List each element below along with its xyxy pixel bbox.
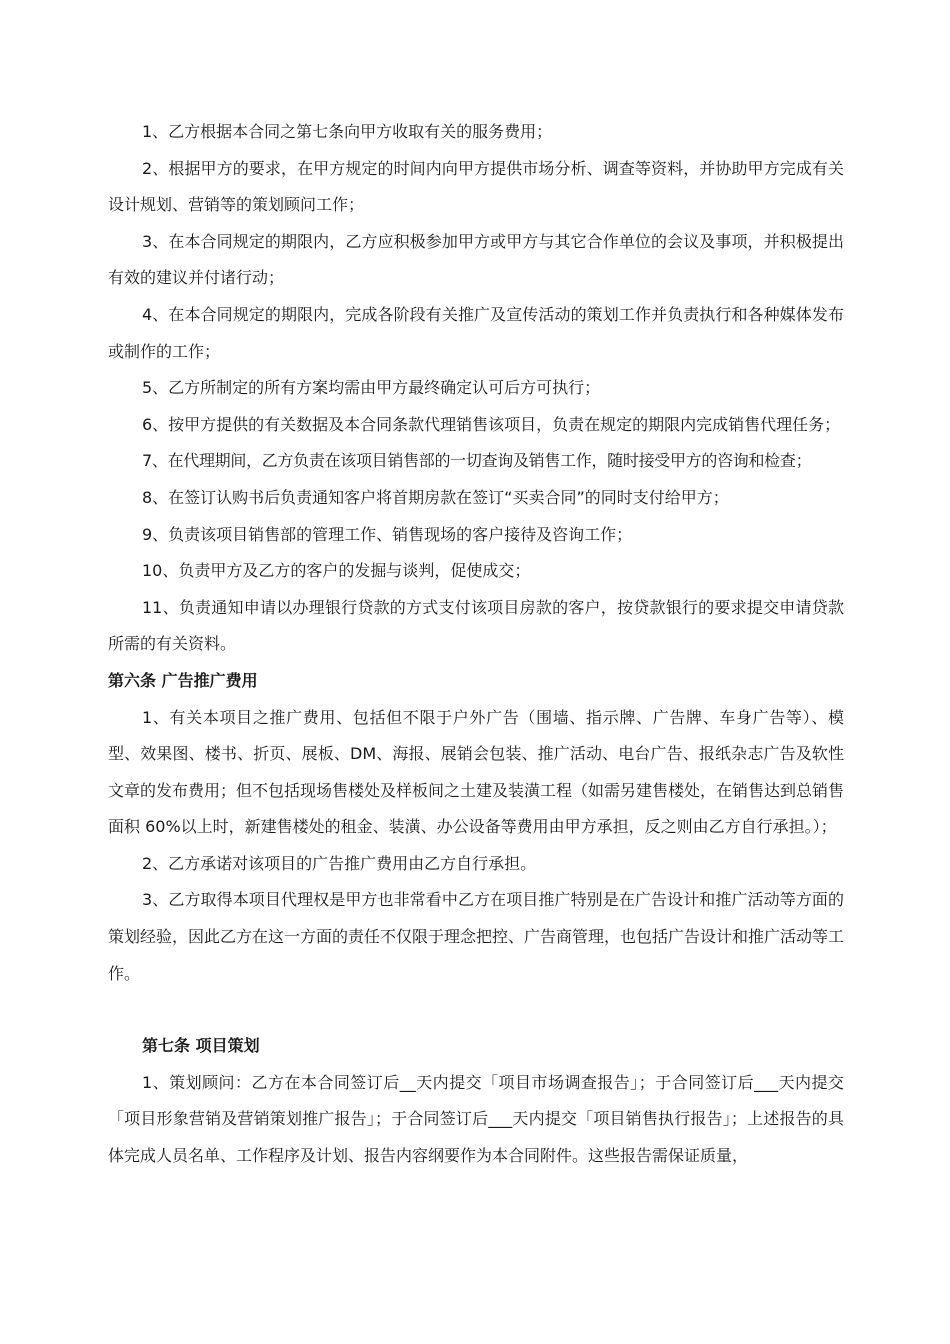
section-6-item-1: 1、有关本项目之推广费用、包括但不限于户外广告（围墙、指示牌、广告牌、车身广告等）、模型、效果图、楼书、折页、展板、DM、海报、展销会包装、推广活动、电台广告、报纸杂志广告及软性文章的发布费用；但不包括现场售楼处及样板间之土建及装潢工程（如需另建售楼处，在销售达到总销售面积 60%以上时，新建售楼处的租金、装潢、办公设备等费用由甲方承担，反之则由乙方自行承担。）；: [108, 707, 845, 837]
section-6-list: [108, 700, 844, 993]
section-5-item-4: 4、在本合同规定的期限内，完成各阶段有关推广及宣传活动的策划工作并负责执行和各种媒体发布或制作的工作；: [108, 304, 844, 361]
section-5-item-1: 1、乙方根据本合同之第七条向甲方收取有关的服务费用；: [142, 122, 553, 141]
section-5-item-2: 2、根据甲方的要求，在甲方规定的时间内向甲方提供市场分析、调查等资料，并协助甲方完成有关设计规划、营销等的策划顾问工作；: [108, 158, 844, 215]
section-5-item-8: 8、在签订认购书后负责通知客户将首期房款在签订“买卖合同”的同时支付给甲方；: [142, 487, 729, 507]
section-5-item-5: 5、乙方所制定的所有方案均需由甲方最终确定认可后方可执行；: [142, 378, 601, 398]
section-6-item-2: 2、乙方承诺对该项目的广告推广费用由乙方自行承担。: [142, 853, 537, 873]
section-7-list: [108, 1065, 844, 1175]
section-5-item-3: 3、在本合同规定的期限内，乙方应积极参加甲方或甲方与其它合作单位的会议及事项，并积极提出有效的建议并付诸行动；: [108, 231, 844, 288]
section-5-item-9: 9、负责该项目销售部的管理工作、销售现场的客户接待及咨询工作；: [142, 524, 633, 544]
section-6-heading: 第六条 广告推广费用: [108, 670, 258, 690]
section-5-item-10: 10、负责甲方及乙方的客户的发掘与谈判，促使成交；: [142, 561, 531, 581]
document-page: [108, 114, 844, 1175]
section-5-list: [108, 114, 844, 663]
section-5-item-7: 7、在代理期间，乙方负责在该项目销售部的一切查询及销售工作，随时接受甲方的咨询和检查；: [142, 451, 812, 471]
section-5-item-6: 6、按甲方提供的有关数据及本合同条款代理销售该项目，负责在规定的期限内完成销售代理任务；: [142, 414, 841, 434]
section-5-item-11: 11、负责通知申请以办理银行贷款的方式支付该项目房款的客户，按贷款银行的要求提交申请贷款所需的有关资料。: [108, 597, 844, 654]
section-spacer: [108, 992, 844, 1028]
section-7-heading: 第七条 项目策划: [142, 1036, 260, 1056]
section-6-item-3: 3、乙方取得本项目代理权是甲方也非常看中乙方在项目推广特别是在广告设计和推广活动等方面的策划经验，因此乙方在这一方面的责任不仅限于理念把控、广告商管理，也包括广告设计和推广活动等工作。: [108, 890, 845, 983]
section-7-item-1: 1、策划顾问：乙方在本合同签订后__天内提交「项目市场调查报告」；于合同签订后___天内提交「项目形象营销及营销策划推广报告」；于合同签订后___天内提交「项目销售执行报告」；上述报告的具体完成人员名单、工作程序及计划、报告内容纲要作为本合同附件。这些报告需保证质量，: [108, 1072, 844, 1166]
